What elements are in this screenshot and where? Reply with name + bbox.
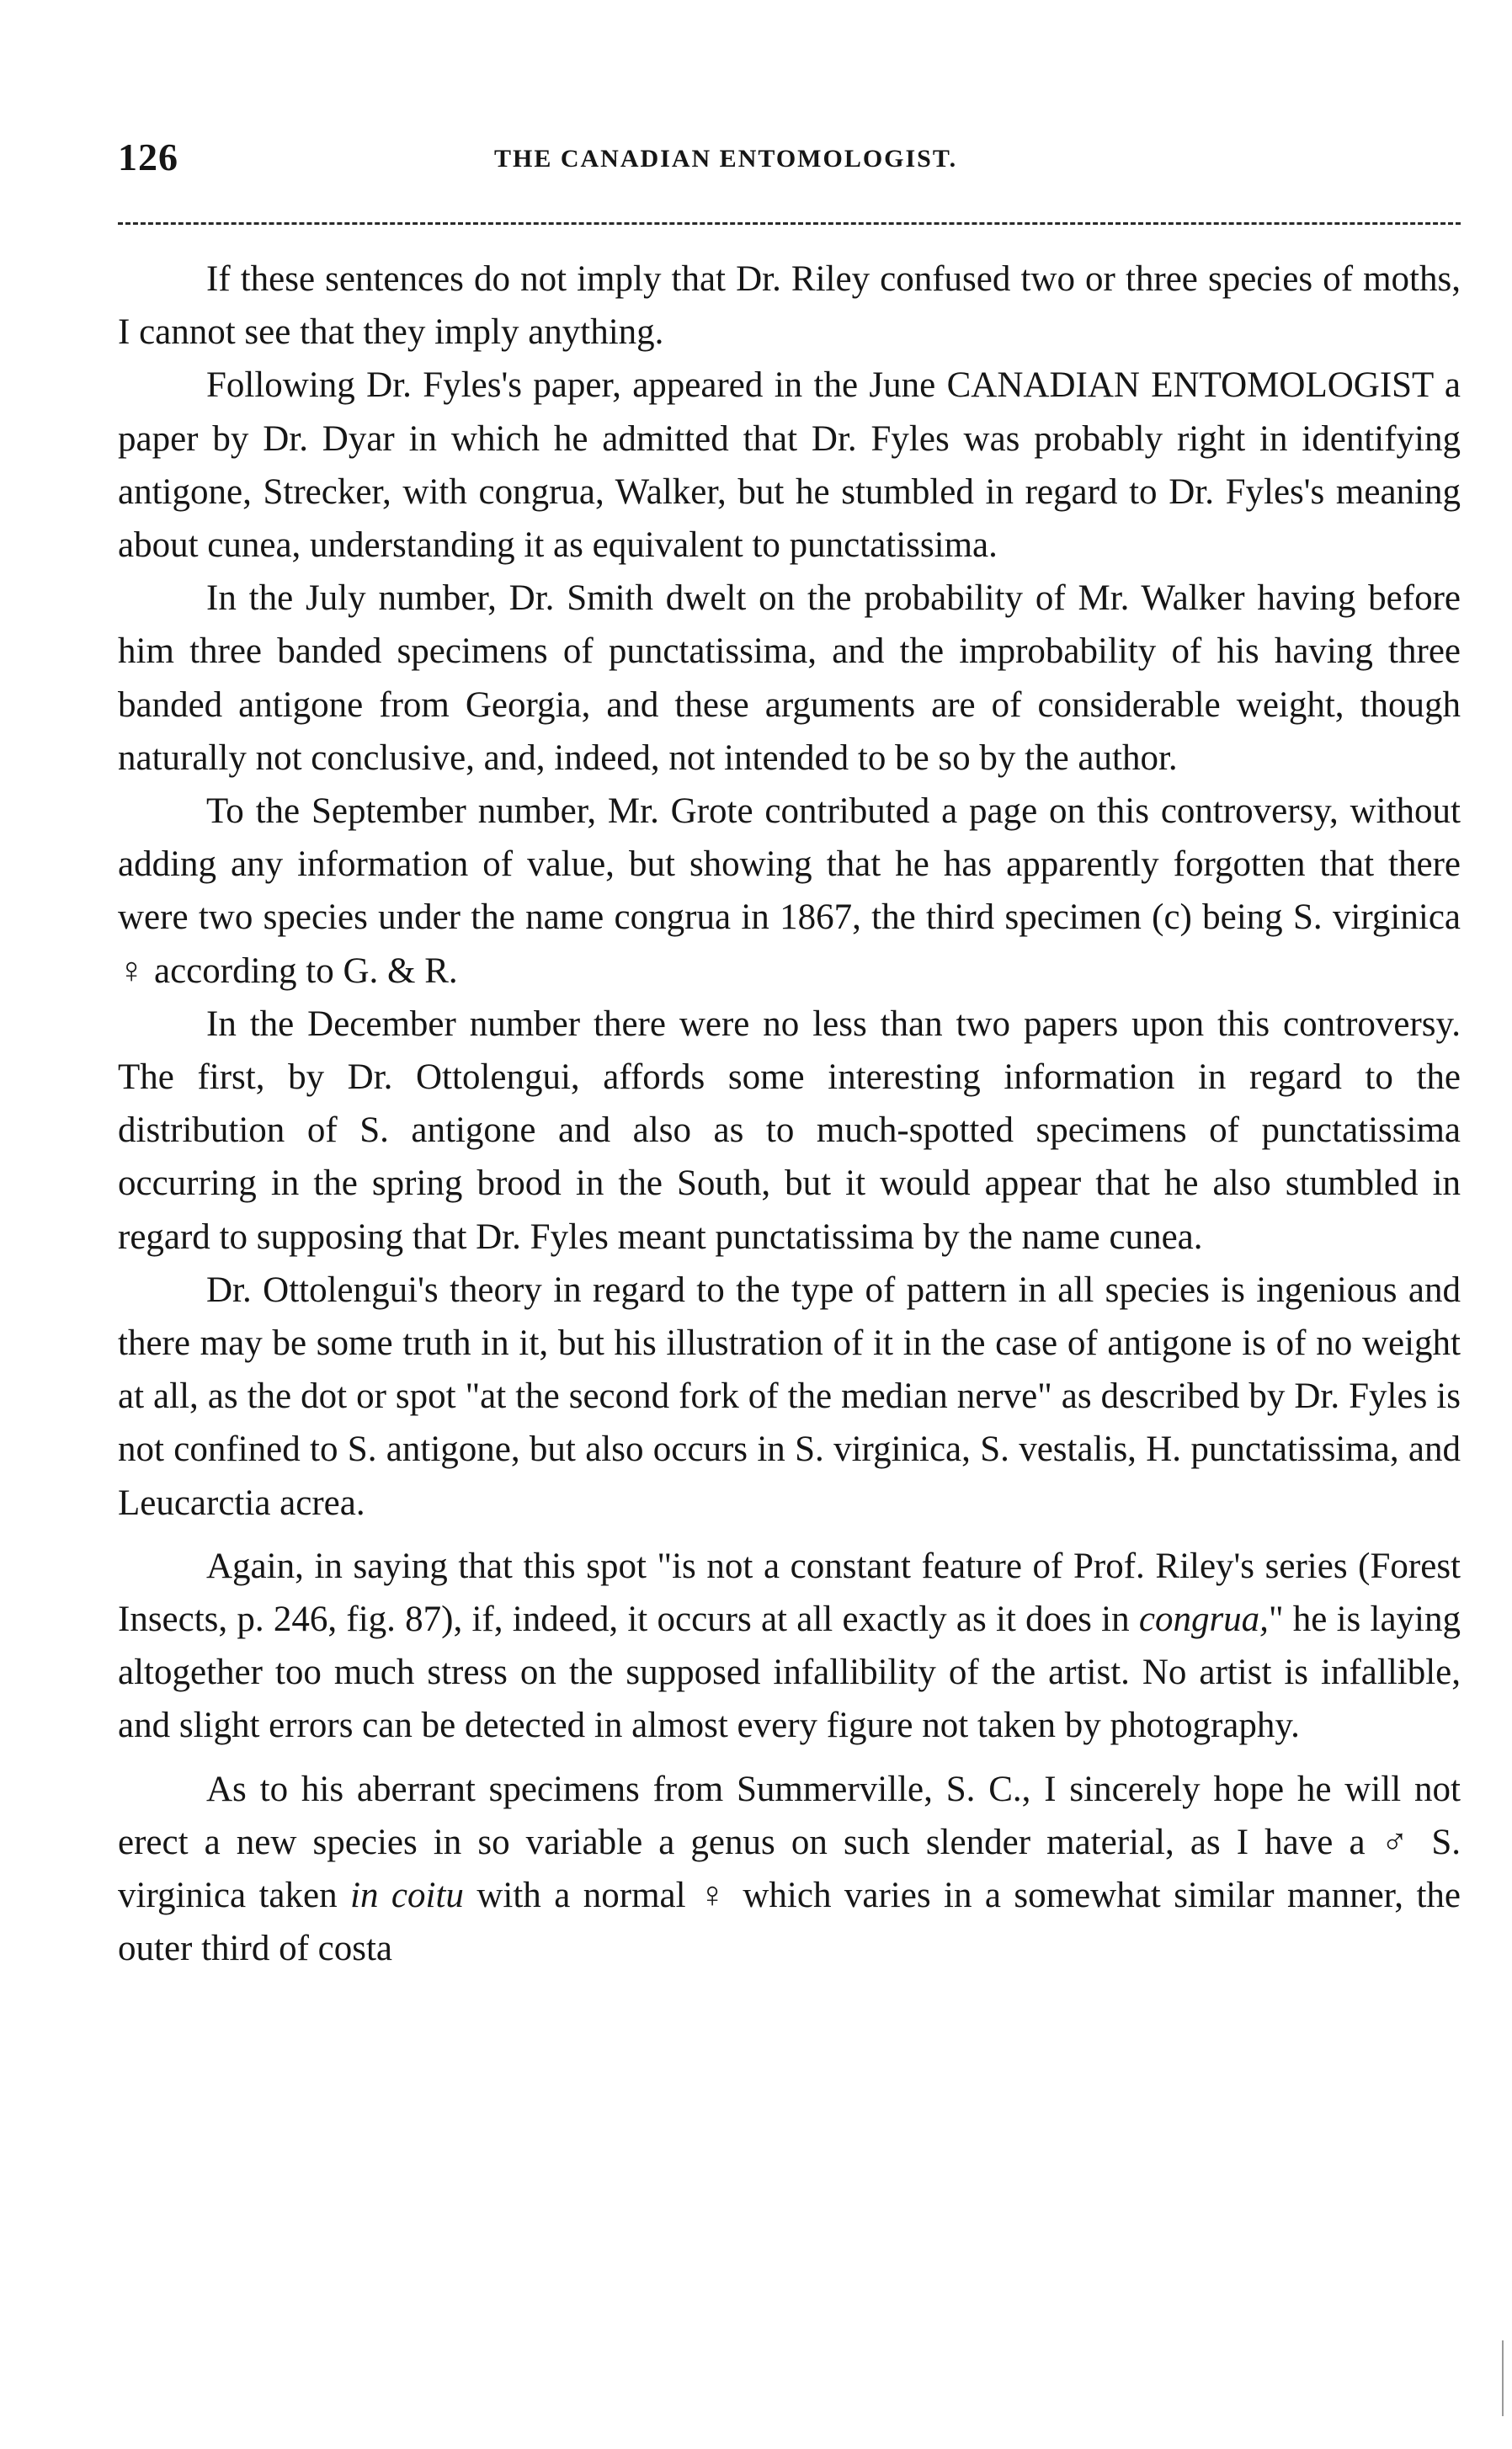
- paragraph-7: [118, 1540, 1461, 1753]
- paragraph-8: [118, 1763, 1461, 1976]
- paragraph-2: Following Dr. Fyles's paper, appeared in the June CANADIAN ENTOMOLOGIST a paper by Dr. Dyar in which he admitted that Dr. Fyles was probably right in identifying antigone, Strecker, with congrua, Walker, but he stumbled in regard to Dr. Fyles's meaning about cunea, understanding it as equivalent to punctatissima.: [118, 365, 1461, 566]
- paragraph-8-italic: in coitu: [350, 1876, 464, 1916]
- paragraph-4: To the September number, Mr. Grote contributed a page on this controversy, without adding any information of value, but showing that he has apparently forgotten that there were two species under the name congrua in 1867, the third specimen (c) being S. virginica ♀ according to G. & R.: [118, 791, 1461, 991]
- body-text: [118, 253, 1461, 1976]
- page-header: [118, 135, 1461, 194]
- paragraph-3: In the July number, Dr. Smith dwelt on the probability of Mr. Walker having before him three banded specimens of punctatissima, and the improbability of his having three banded antigone from Georgia, and these arguments are of considerable weight, though naturally not conclusive, and, indeed, not intended to be so by the author.: [118, 578, 1461, 778]
- paragraph-7-text-b: " he is laying altogether too much stress on the supposed infallibility of the artist. No artist is infallible, and slight errors can be detected in almost every figure not taken by photography.: [118, 1600, 1461, 1746]
- page-number: 126: [118, 136, 178, 178]
- paragraph-7-text-a: Again, in saying that this spot "is not a constant feature of Prof. Riley's series (Forest Insects, p. 246, fig. 87), if, indeed, it occurs at all exactly as it does in: [118, 1546, 1461, 1640]
- paragraph-6: Dr. Ottolengui's theory in regard to the type of pattern in all species is ingenious and there may be some truth in it, but his illustration of it in the case of antigone is of no weight at all, as the dot or spot "at the second fork of the median nerve" as described by Dr. Fyles is not confined to S. antigone, but also occurs in S. virginica, S. vestalis, H. punctatissima, and Leucarctia acrea.: [118, 1270, 1461, 1523]
- paragraph-5: In the December number there were no less than two papers upon this controversy. The first, by Dr. Ottolengui, affords some interesting information in regard to the distribution of S. antigone and also as to much-spotted specimens of punctatissima occurring in the spring brood in the South, but it would appear that he also stumbled in regard to supposing that Dr. Fyles meant punctatissima by the name cunea.: [118, 1004, 1461, 1257]
- header-rule: [118, 222, 1461, 225]
- paragraph-8-text-a: As to his aberrant specimens from Summerville, S. C., I sincerely hope he will not erect a new species in so variable a genus on such slender material, as I have a ♂ S. virginica taken: [118, 1769, 1461, 1916]
- scan-edge-mark: [1502, 2340, 1504, 2416]
- running-head: THE CANADIAN ENTOMOLOGIST.: [494, 145, 958, 173]
- paragraph-1: If these sentences do not imply that Dr. Riley confused two or three species of moths, I cannot see that they imply anything.: [118, 259, 1461, 353]
- paragraph-7-italic: congrua,: [1138, 1600, 1269, 1640]
- paragraph-8-text-b: with a normal ♀ which varies in a somewhat similar manner, the outer third of costa: [118, 1876, 1461, 1969]
